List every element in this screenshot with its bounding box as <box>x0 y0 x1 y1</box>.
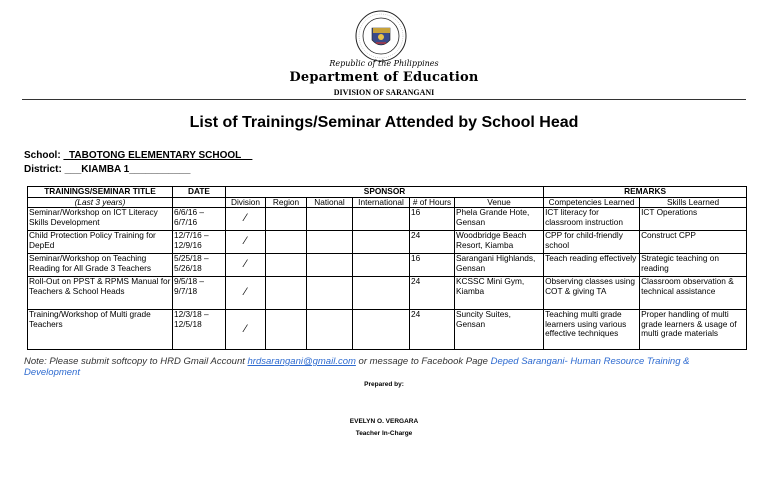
document-title: List of Trainings/Seminar Attended by School Head <box>189 114 579 131</box>
cell-competencies: ICT literacy for classroom instruction <box>544 208 640 231</box>
cell-national <box>307 277 353 310</box>
cell-skills: Proper handling of multi grade learners & usage of multi grade materials <box>640 310 747 350</box>
checkmark-icon: ⁄ <box>226 254 266 277</box>
cell-international <box>353 310 410 350</box>
prepared-by-label: Prepared by: <box>364 381 404 388</box>
signer-role: Teacher In-Charge <box>355 430 413 437</box>
cell-title: Training/Workshop of Multi grade Teachers <box>28 310 173 350</box>
cell-competencies: CPP for child-friendly school <box>544 231 640 254</box>
header-divider <box>22 99 746 100</box>
cell-national <box>307 208 353 231</box>
cell-competencies: Teach reading effectively <box>544 254 640 277</box>
note-middle: or message to Facebook Page <box>355 356 491 367</box>
cell-date: 9/5/18 – 9/7/18 <box>173 277 226 310</box>
table-row <box>28 231 747 254</box>
cell-title: Child Protection Policy Training for DepEd <box>28 231 173 254</box>
cell-international <box>353 231 410 254</box>
cell-date: 12/3/18 – 12/5/18 <box>173 310 226 350</box>
cell-national <box>307 310 353 350</box>
cell-venue: Woodbridge Beach Resort, Kiamba <box>455 231 544 254</box>
cell-date: 12/7/16 – 12/9/16 <box>173 231 226 254</box>
cell-national <box>307 231 353 254</box>
header-hours: # of Hours <box>410 197 455 208</box>
cell-international <box>353 277 410 310</box>
facebook-page-link[interactable]: Deped Sarangani- Human Resource Training & Development <box>24 356 690 378</box>
school-line <box>24 150 252 161</box>
republic-line: Republic of the Philippines <box>329 59 439 68</box>
signer-name: EVELYN O. VERGARA <box>349 418 419 425</box>
note-prefix: Note: Please submit softcopy to HRD Gmail Account <box>24 356 248 367</box>
cell-international <box>353 254 410 277</box>
header-date-blank <box>173 197 226 208</box>
cell-hours: 24 <box>410 310 455 350</box>
cell-skills: Construct CPP <box>640 231 747 254</box>
header-training: TRAININGS/SEMINAR TITLE <box>28 187 173 198</box>
district-line <box>24 164 190 175</box>
header-region: Region <box>266 197 307 208</box>
district-value: ___KIAMBA 1___________ <box>64 164 191 175</box>
table-row <box>28 254 747 277</box>
school-label: School: <box>24 150 61 161</box>
header-division: Division <box>226 197 266 208</box>
cell-venue: KCSSC Mini Gym, Kiamba <box>455 277 544 310</box>
cell-skills: Classroom observation & technical assistance <box>640 277 747 310</box>
table-row <box>28 208 747 231</box>
cell-title: Roll-Out on PPST & RPMS Manual for Teachers & School Heads <box>28 277 173 310</box>
header-sponsor: SPONSOR <box>226 187 544 198</box>
header-date: DATE <box>173 187 226 198</box>
cell-venue: Sarangani Highlands, Gensan <box>455 254 544 277</box>
checkmark-icon: ⁄ <box>226 231 266 254</box>
cell-hours: 24 <box>410 231 455 254</box>
deped-seal-logo <box>355 10 407 62</box>
email-link[interactable]: hrdsarangani@gmail.com <box>247 356 356 367</box>
checkmark-icon: ⁄ <box>226 208 266 231</box>
checkmark-icon: ⁄ <box>226 310 266 350</box>
cell-national <box>307 254 353 277</box>
cell-region <box>266 310 307 350</box>
cell-title: Seminar/Workshop on ICT Literacy Skills Development <box>28 208 173 231</box>
cell-region <box>266 254 307 277</box>
cell-hours: 24 <box>410 277 455 310</box>
header-skills: Skills Learned <box>640 197 747 208</box>
school-value: _TABOTONG ELEMENTARY SCHOOL__ <box>63 150 253 161</box>
cell-region <box>266 277 307 310</box>
cell-region <box>266 208 307 231</box>
table-row <box>28 310 747 350</box>
cell-date: 6/6/16 – 6/7/16 <box>173 208 226 231</box>
header-international: International <box>353 197 410 208</box>
cell-date: 5/25/18 – 5/26/18 <box>173 254 226 277</box>
trainings-table <box>27 186 747 350</box>
department-name: Department of Education <box>289 70 479 85</box>
cell-region <box>266 231 307 254</box>
cell-skills: Strategic teaching on reading <box>640 254 747 277</box>
cell-competencies: Teaching multi grade learners using various effective techniques <box>544 310 640 350</box>
cell-venue: Suncity Suites, Gensan <box>455 310 544 350</box>
checkmark-icon: ⁄ <box>226 277 266 310</box>
cell-venue: Phela Grande Hote, Gensan <box>455 208 544 231</box>
cell-hours: 16 <box>410 208 455 231</box>
cell-competencies: Observing classes using COT & giving TA <box>544 277 640 310</box>
table-row <box>28 277 747 310</box>
cell-hours: 16 <box>410 254 455 277</box>
division-name: DIVISION OF SARANGANI <box>333 88 435 97</box>
submission-note <box>24 356 744 378</box>
header-venue: Venue <box>455 197 544 208</box>
district-label: District: <box>24 164 62 175</box>
cell-skills: ICT Operations <box>640 208 747 231</box>
header-training-sub: (Last 3 years) <box>28 197 173 208</box>
header-national: National <box>307 197 353 208</box>
header-competencies: Competencies Learned <box>544 197 640 208</box>
cell-title: Seminar/Workshop on Teaching Reading for All Grade 3 Teachers <box>28 254 173 277</box>
cell-international <box>353 208 410 231</box>
header-remarks: REMARKS <box>544 187 747 198</box>
